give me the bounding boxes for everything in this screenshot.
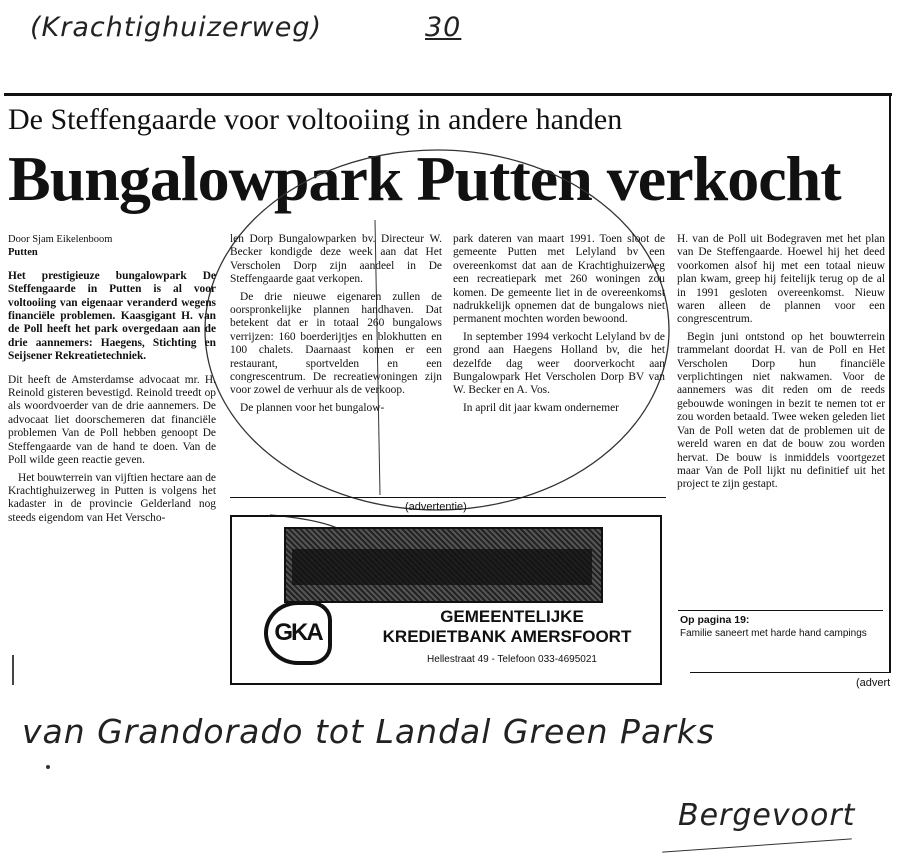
paragraph: H. van de Poll uit Bodegraven met het plan van De Steffengaarde. Hoewel hij het deed voorkomen alsof hij met een totaal nieuw plan kwam, greep hij feitelijk terug op de al in 1991 gesloten overeenkomst. Nieuw waren alleen de plannen voor een congrescentrum.	[677, 233, 885, 326]
gka-logo: GKA	[264, 601, 332, 665]
lead-paragraph: Het prestigieuze bungalowpark De Steffengaarde in Putten is al voor voltooiing van eigenaar veranderd wegens financiële problemen. Kaasgigant H. van de Poll heeft het park overgedaan aan de drie aannemers: Haegens, Stichting en Seijsener Rekreatietechniek.	[8, 269, 216, 363]
handwritten-top-note: (Krachtighuizerweg)	[30, 12, 323, 43]
ad-name-line2: KREDIETBANK AMERSFOORT	[382, 627, 632, 646]
ad-frame	[230, 515, 662, 685]
ad-dark-band-inner	[292, 549, 592, 585]
see-also-rule	[678, 610, 883, 611]
paragraph: park dateren van maart 1991. Toen sloot de gemeente Putten met Lelyland bv een overeenkomst dat aan de Krachtighuizerweg een recreatiepark met 260 woningen zou komen. De gemeente liet in de overeenkomst nadrukkelijk opnemen dat de bungalows niet permanent mochten worden bewoond.	[453, 233, 665, 326]
handwritten-bottom-note: van Grandorado tot Landal Green Parks	[22, 712, 716, 751]
paragraph: De plannen voor het bungalow-	[240, 401, 385, 414]
handwritten-signature: Bergevoort	[678, 798, 856, 833]
paragraph: In april dit jaar kwam ondernemer	[463, 401, 619, 414]
handwritten-page-number: 30	[425, 12, 462, 43]
see-also-text: Familie saneert met harde hand campings	[680, 628, 867, 639]
paragraph: De drie nieuwe eigenaren zullen de oorspronkelijke plannen handhaven. Dat betekent dat er in totaal 260 bungalows verrijzen: 160 boerderijtjes en blokhutten en 100 chalets. Daarnaast komen er een restaurant, sportvelden en een congrescentrum. De recreatiewoningen zijn voor zowel de verhuur als de verkoop.	[230, 290, 442, 397]
article-column-4	[677, 233, 885, 496]
see-also-label: Op pagina 19:	[680, 614, 750, 626]
article-column-2	[230, 233, 442, 419]
paragraph: In september 1994 verkocht Lelyland bv de grond aan Haegens Holland bv, die het dezelfde dag weer doorverkocht aan Bungalowpark Het Verscholen Dorp BV van W. Becker en A. Vos.	[453, 330, 665, 397]
paragraph: Het bouwterrein van vijftien hectare aan de Krachtighuizerweg in Putten is volgens het kadaster in de provincie Gelderland nog steeds eigendom van Het Verscho-	[8, 471, 216, 524]
ad-label: (advertentie)	[405, 501, 467, 513]
kicker-heading: De Steffengaarde voor voltooiing in andere handen	[8, 103, 623, 136]
left-edge-marks	[12, 655, 14, 685]
paragraph: len Dorp Bungalowparken bv. Directeur W. Becker kondigde deze week aan dat Het Verscholen Dorp zijn aandeel in De Steffengaarde gaat verkopen.	[230, 233, 442, 286]
byline: Door Sjam Eikelenboom	[8, 234, 113, 245]
ad-edge-rule	[690, 672, 890, 673]
dateline: Putten	[8, 247, 38, 259]
ad-rule	[230, 497, 666, 498]
ad-address: Hellestraat 49 - Telefoon 033-4695021	[427, 654, 597, 665]
main-headline: Bungalowpark Putten verkocht	[8, 143, 841, 214]
paragraph: Dit heeft de Amsterdamse advocaat mr. H. Reinold gisteren bevestigd. Reinold treedt op als woordvoerder van de drie aannemers. De advocaat liet doorschemeren dat financiële problemen Van de Poll hebben genoopt De Steffengaarde van de hand te doen. Van de Poll wilde geen reactie geven.	[8, 373, 216, 467]
ad-edge-label: (advert	[856, 677, 891, 689]
article-column-1	[8, 233, 216, 529]
stray-dot	[46, 765, 50, 769]
ad-name-line1: GEMEENTELIJKE	[440, 607, 584, 626]
article-column-3	[453, 233, 665, 419]
paragraph: Begin juni ontstond op het bouwterrein trammelant doordat H. van de Poll en Het Verscholen Dorp hun financiële verplichtingen niet nakwamen. Voor de aannemers was dit reden om de reeds gebouwde woningen in bezit te nemen tot er zou worden betaald. Twee weken geleden liet Van de Poll weten dat de problemen uit de wereld waren en dat de bouw zou worden hervat. De bouw is inmiddels voortgezet maar Van de Poll lijkt nu definitief uit het project te zijn gestapt.	[677, 330, 885, 491]
